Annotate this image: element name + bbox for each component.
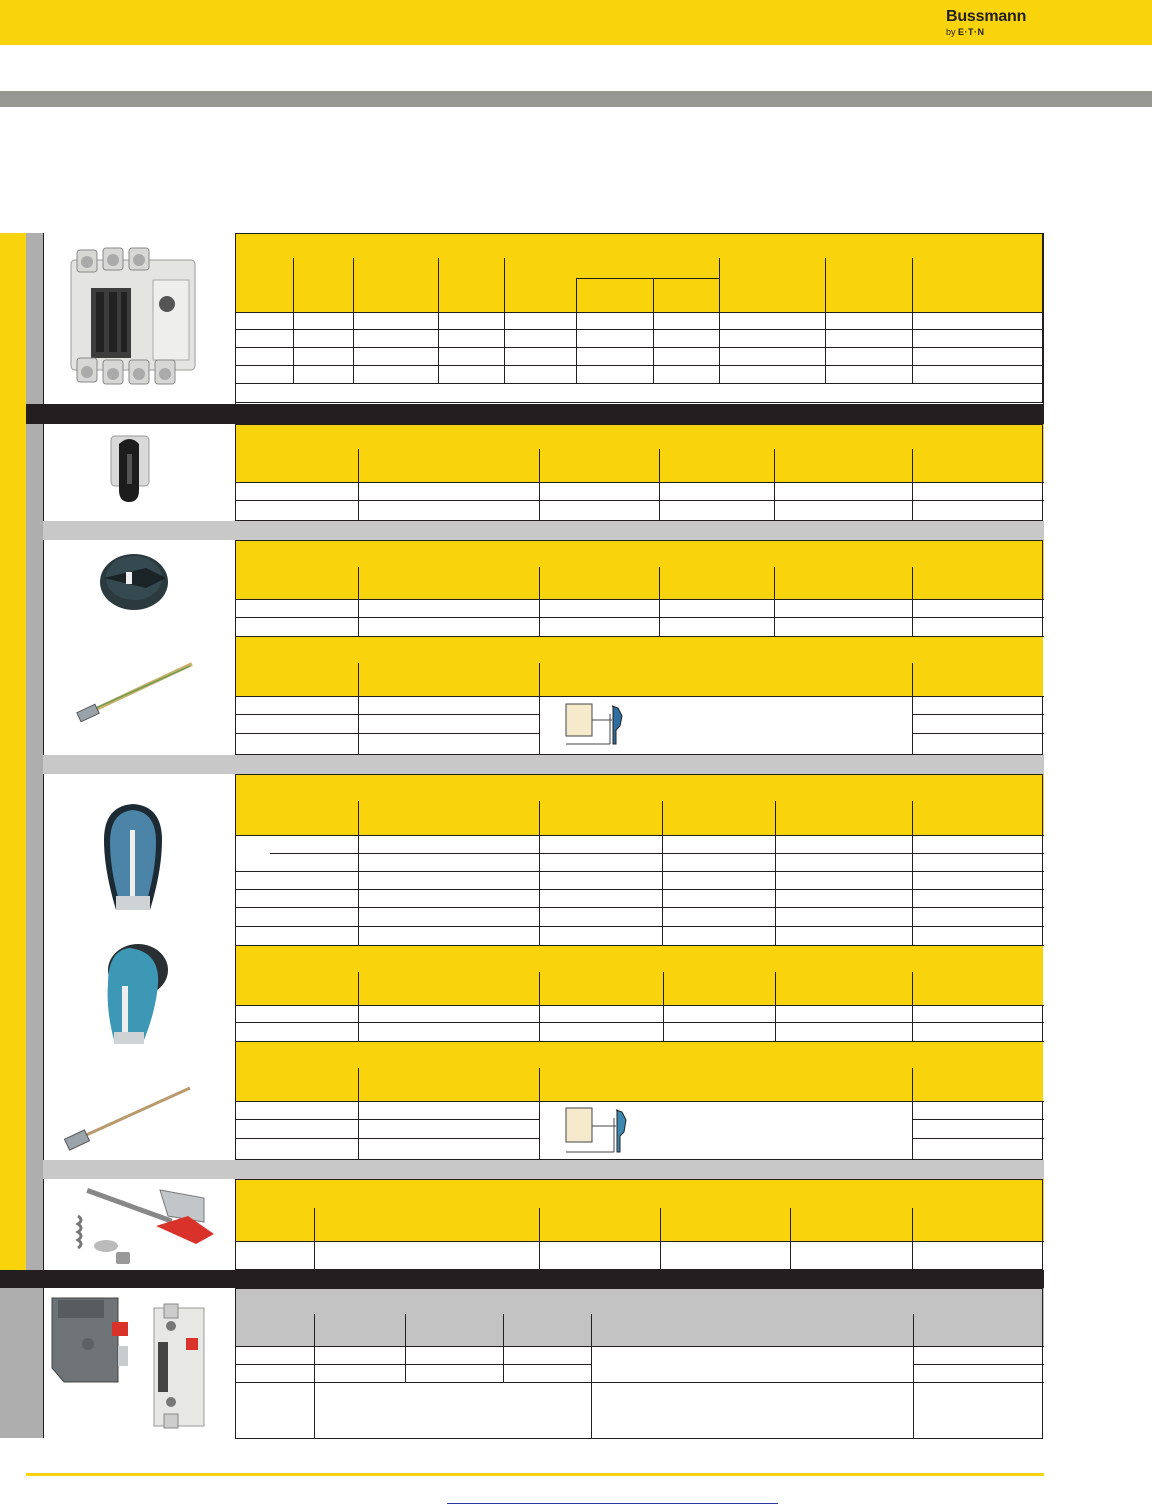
auxiliary-contact-block-photo: [146, 1302, 212, 1432]
extension-shaft-photo: [74, 658, 198, 722]
table5: [235, 1179, 1043, 1270]
brand-logo: [946, 8, 1046, 42]
section-divider-top: [26, 404, 1044, 424]
section-divider-bottom: [0, 1270, 1044, 1288]
footer-rule: [26, 1473, 1044, 1476]
table1: [235, 233, 1043, 403]
rotary-handle-blue-lockable-photo: [100, 940, 170, 1050]
spacer-band: [43, 521, 1044, 540]
side-tab-grey: [0, 1288, 26, 1438]
door-handle-black-photo: [105, 432, 155, 506]
side-stripe-grey-lower: [26, 1288, 43, 1438]
brand-parent: E·T·N: [958, 27, 985, 37]
rotary-handle-blue-photo: [100, 800, 166, 918]
footer-link-underline[interactable]: [447, 1503, 778, 1504]
table2: [235, 424, 1043, 521]
auxiliary-contact-photo: [48, 1292, 132, 1388]
brand-name: Bussmann: [946, 8, 1027, 25]
interlock-kit-photo: [64, 1182, 220, 1266]
side-tab-yellow: [0, 233, 26, 1270]
rotary-handle-black-photo: [96, 548, 172, 612]
spacer-band-3: [43, 1160, 1044, 1179]
spacer-band-2: [43, 755, 1044, 774]
shaft-mounting-diagram-2: [560, 1104, 630, 1156]
extension-shaft-long-photo: [62, 1082, 194, 1152]
side-stripe-grey: [26, 233, 43, 1270]
shaft-mounting-diagram: [560, 700, 626, 750]
brand-by: by: [946, 27, 956, 37]
switch-body-photo: [63, 240, 203, 390]
section-band: [0, 91, 1152, 107]
